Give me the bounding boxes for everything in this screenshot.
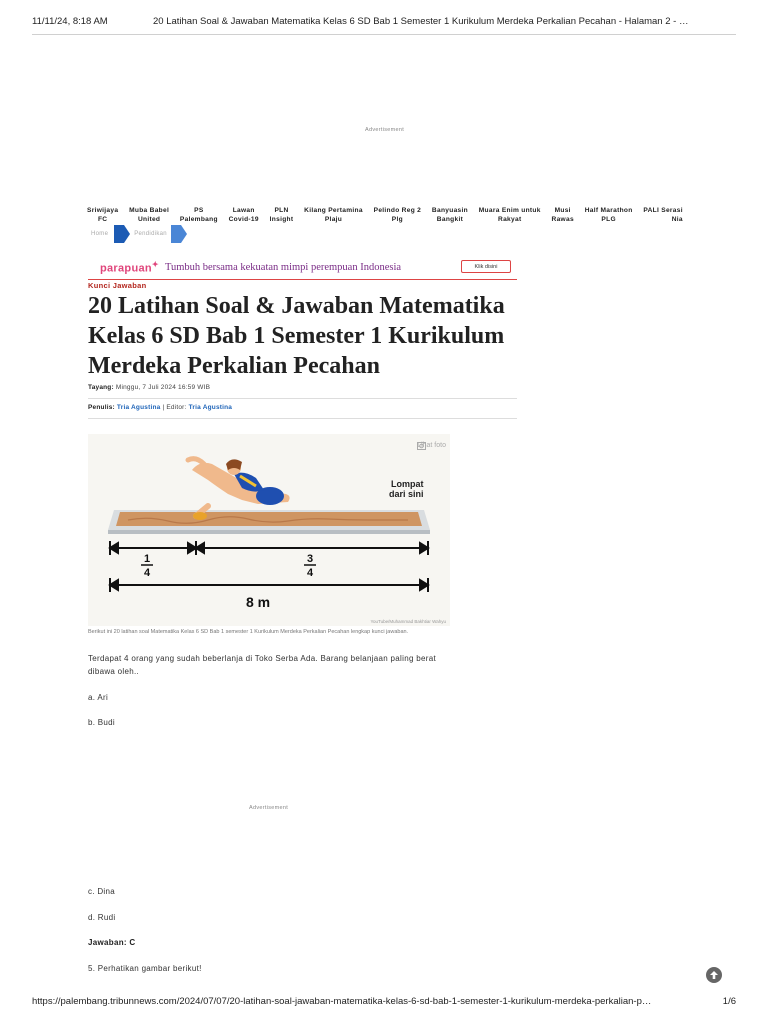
article-category[interactable]: Kunci Jawaban bbox=[88, 281, 147, 290]
topic-line: PLG bbox=[601, 215, 616, 223]
topic-link[interactable] bbox=[229, 207, 259, 224]
breadcrumb-chevron-icon bbox=[171, 225, 187, 243]
topic-line: PALI Serasi bbox=[643, 207, 683, 214]
topic-line: Half Marathon bbox=[584, 207, 633, 214]
topic-line: Plaju bbox=[324, 215, 343, 223]
topic-line: Muba Babel bbox=[129, 207, 170, 214]
fraction-1-denominator: 4 bbox=[143, 567, 151, 579]
topic-link[interactable] bbox=[374, 207, 422, 224]
long-jump-illustration bbox=[88, 434, 450, 626]
topic-link[interactable] bbox=[479, 207, 541, 224]
topic-link[interactable] bbox=[304, 207, 363, 224]
topic-line: Kilang Pertamina bbox=[304, 207, 363, 214]
total-distance-label: 8 m bbox=[245, 594, 271, 610]
arrow-up-icon bbox=[709, 970, 719, 980]
fraction-2-numerator: 3 bbox=[306, 553, 314, 565]
print-header bbox=[32, 16, 736, 27]
print-page-title: 20 Latihan Soal & Jawaban Matematika Kelas 6 SD Bab 1 Semester 1 Kurikulum Merdeka Perkalian Pecahan - Halaman 2 - … bbox=[153, 16, 689, 27]
label-dari-sini: dari sini bbox=[389, 489, 424, 499]
topic-link[interactable] bbox=[270, 207, 294, 224]
option-a: a. Ari bbox=[88, 693, 109, 702]
topic-link[interactable] bbox=[585, 207, 633, 224]
image-credit: YouTube/Muhammad Bakhtiar Wahyu bbox=[370, 619, 446, 624]
topic-line: Muara Enim untuk bbox=[478, 207, 541, 214]
advertisement-label-top: Advertisement bbox=[365, 127, 405, 133]
advertisement-label-inline: Advertisement bbox=[249, 805, 289, 811]
breadcrumb bbox=[87, 225, 187, 243]
promo-brand-text: parapuan bbox=[100, 262, 152, 275]
print-page-count: 1/6 bbox=[722, 996, 736, 1007]
promo-star-icon: ✦ bbox=[151, 260, 159, 270]
scroll-to-top-button[interactable] bbox=[706, 967, 722, 983]
topic-line: PLN bbox=[274, 207, 289, 214]
promo-tagline: Tumbuh bersama kekuatan mimpi perempuan Indonesia bbox=[164, 262, 402, 273]
topic-line: Banyuasin bbox=[431, 207, 468, 214]
topic-line: FC bbox=[97, 215, 108, 223]
topic-line: United bbox=[137, 215, 161, 223]
option-b: b. Budi bbox=[88, 718, 116, 727]
publish-label: Tayang: bbox=[88, 384, 114, 391]
topic-link[interactable] bbox=[432, 207, 468, 224]
question-text: Terdapat 4 orang yang sudah beberlanja di Toko Serba Ada. Barang belanjaan paling berat dibawa oleh.. bbox=[88, 654, 436, 676]
topic-link[interactable] bbox=[129, 207, 169, 224]
topic-link[interactable] bbox=[180, 207, 218, 224]
answer-label: Jawaban: C bbox=[88, 938, 136, 947]
writer-link[interactable]: Tria Agustina bbox=[116, 404, 161, 411]
editor-link[interactable]: Tria Agustina bbox=[188, 404, 233, 411]
print-header-divider bbox=[32, 34, 736, 35]
topic-line: Covid-19 bbox=[228, 215, 259, 223]
promo-banner[interactable] bbox=[88, 256, 517, 280]
publish-date: Minggu, 7 Juli 2024 16:59 WIB bbox=[115, 384, 211, 391]
lihat-foto-label: Lihat foto bbox=[417, 442, 446, 449]
promo-brand-logo bbox=[100, 260, 159, 275]
editor-label: | Editor: bbox=[162, 404, 187, 411]
writer-label: Penulis: bbox=[88, 404, 115, 411]
promo-cta-button[interactable]: Klik disini bbox=[461, 260, 511, 273]
topic-line: Palembang bbox=[179, 215, 218, 223]
topic-line: Rakyat bbox=[498, 215, 522, 223]
option-c: c. Dina bbox=[88, 887, 115, 896]
topic-line: Musi bbox=[554, 207, 571, 214]
fraction-1-numerator: 1 bbox=[143, 553, 151, 565]
print-url: https://palembang.tribunnews.com/2024/07/07/20-latihan-soal-jawaban-matematika-kelas-6-sd-bab-1-semester-1-kurikulum-merdeka-perkalian-p… bbox=[32, 996, 652, 1007]
answer-text bbox=[88, 936, 448, 949]
next-question-text: 5. Perhatikan gambar berikut! bbox=[88, 964, 202, 973]
zoom-icon bbox=[417, 442, 426, 450]
topic-line: Lawan bbox=[232, 207, 255, 214]
topic-line: Nia bbox=[671, 215, 683, 223]
topic-line: Plg bbox=[391, 215, 403, 223]
option-d: d. Rudi bbox=[88, 913, 116, 922]
label-lompat: Lompat bbox=[391, 479, 424, 489]
topic-link[interactable] bbox=[643, 207, 682, 224]
topic-link[interactable] bbox=[552, 207, 574, 224]
article-headline: 20 Latihan Soal & Jawaban Matematika Kelas 6 SD Bab 1 Semester 1 Kurikulum Merdeka Perkalian Pecahan bbox=[88, 293, 505, 379]
topic-line: Insight bbox=[269, 215, 294, 223]
image-caption: Berikut ini 20 latihan soal Matematika Kelas 6 SD Bab 1 semester 1 Kurikulum Merdeka Perkalian Pecahan lengkap kunci jawaban. bbox=[88, 629, 409, 635]
topic-link[interactable] bbox=[87, 207, 118, 224]
topic-line: Sriwijaya bbox=[87, 207, 119, 214]
topic-line: Pelindo Reg 2 bbox=[373, 207, 422, 214]
lihat-foto-button[interactable] bbox=[417, 442, 446, 449]
article-image[interactable] bbox=[88, 434, 450, 626]
breadcrumb-chevron-icon bbox=[114, 225, 130, 243]
print-datetime: 11/11/24, 8:18 AM bbox=[32, 16, 108, 27]
breadcrumb-section[interactable]: Pendidikan bbox=[134, 231, 167, 237]
topic-nav bbox=[87, 207, 683, 224]
publish-info bbox=[88, 384, 210, 391]
topic-line: PS bbox=[194, 207, 204, 214]
meta-divider bbox=[88, 418, 517, 419]
fraction-2-denominator: 4 bbox=[306, 567, 314, 579]
topic-line: Bangkit bbox=[436, 215, 464, 223]
author-info bbox=[88, 404, 232, 411]
topic-line: Rawas bbox=[551, 215, 574, 223]
breadcrumb-home[interactable]: Home bbox=[91, 231, 109, 237]
meta-divider bbox=[88, 398, 517, 399]
